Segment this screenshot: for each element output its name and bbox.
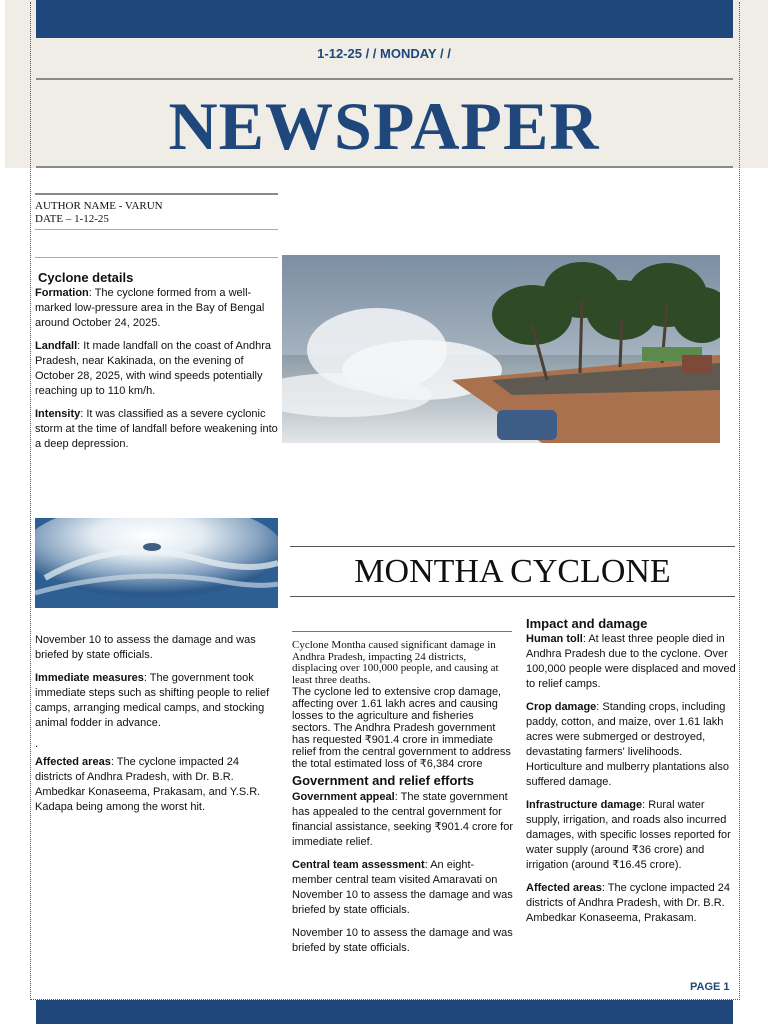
immediate-measures-paragraph xyxy=(35,671,275,731)
formation-paragraph xyxy=(35,286,278,331)
left-column-text xyxy=(35,633,275,823)
article-lead-sans: The cyclone led to extensive crop damage, affecting over 1.61 lakh acres and causing losses to the agriculture and fisheries sectors. The Andhra Pradesh government has requested ₹901.4 crore in immediate relief from the central government to address the total estimated loss of ₹6,384 crore xyxy=(292,686,511,771)
stray-dot: . xyxy=(35,738,39,750)
immediate-measures-label: Immediate measures xyxy=(35,672,144,684)
byline-rule-bottom xyxy=(35,229,278,230)
intensity-paragraph xyxy=(35,407,278,452)
infrastructure-text: : Rural water supply, irrigation, and roads also incurred damages, with specific losses reported for water supply (around ₹36 crore) and irrigation (around ₹16.45 crore). xyxy=(526,799,731,871)
article-rule xyxy=(292,631,512,632)
impact-affected-paragraph xyxy=(526,881,738,926)
impact-affected-text: : The cyclone impacted 24 districts of Andhra Pradesh, with Dr. B.R. Ambedkar Konaseema, Prakasam. xyxy=(526,882,731,924)
landfall-label: Landfall xyxy=(35,340,78,352)
human-toll-paragraph xyxy=(526,632,738,692)
landfall-paragraph xyxy=(35,339,278,399)
affected-areas-label: Affected areas xyxy=(35,756,111,768)
article-lead-serif: Cyclone Montha caused significant damage in Andhra Pradesh, impacting 24 districts, displacing over 100,000 people, and causing at least three deaths. xyxy=(292,639,499,686)
central-team-text: : An eight-member central team visited Amaravati on November 10 to assess the damage and was briefed by state officials. xyxy=(292,859,513,917)
crop-damage-text: : Standing crops, including paddy, cotton, and maize, over 1.61 lakh acres were submerged or destroyed, devastating farmers' livelihoods. Horticulture and mulberry plantations also suffered damage. xyxy=(526,701,729,788)
title-rule-top xyxy=(290,546,735,547)
dateline: 1-12-25 / / MONDAY / / xyxy=(317,46,451,61)
crop-damage-paragraph xyxy=(526,700,738,790)
crop-damage-label: Crop damage xyxy=(526,701,597,713)
gov-items xyxy=(292,790,514,956)
gov-appeal-label: Government appeal xyxy=(292,791,395,804)
landfall-text: : It made landfall on the coast of Andhra Pradesh, near Kakinada, on the evening of October 28, 2025, with wind speeds potentially reaching up to 110 km/h. xyxy=(35,340,272,397)
impact-heading: Impact and damage xyxy=(526,616,648,631)
byline-date: DATE – 1-12-25 xyxy=(35,213,109,225)
human-toll-label: Human toll xyxy=(526,633,583,645)
infrastructure-label: Infrastructure damage xyxy=(526,799,643,811)
gov-heading: Government and relief efforts xyxy=(292,773,475,789)
byline xyxy=(35,200,163,226)
impact-column xyxy=(526,616,738,934)
cyclone-details-section xyxy=(35,270,278,460)
gov-appeal-text: : The state government has appealed to the central government for financial assistance, seeking ₹901.4 crore for immediate relief. xyxy=(292,791,514,849)
header-rule-bottom xyxy=(36,166,733,168)
article-middle-column xyxy=(292,640,514,964)
affected-areas-text: : The cyclone impacted 24 districts of Andhra Pradesh, with Dr. B.R. Ambedkar Konaseema, Prakasam, and Y.S.R. Kadapa being among the worst hit. xyxy=(35,756,261,813)
masthead: NEWSPAPER xyxy=(168,88,600,164)
title-rule-bottom xyxy=(290,596,735,597)
byline-rule-top xyxy=(35,193,278,195)
central-team-paragraph xyxy=(292,858,514,918)
cyclone-satellite-photo xyxy=(35,518,278,608)
article-title: MONTHA CYCLONE xyxy=(354,553,671,590)
immediate-measures-text: : The government took immediate steps such as shifting people to relief camps, arranging medical camps, and stocking animal fodder in advance. xyxy=(35,672,270,729)
left-continuation: November 10 to assess the damage and was briefed by state officials. xyxy=(35,634,256,661)
central-team-label: Central team assessment xyxy=(292,859,425,872)
impact-affected-label: Affected areas xyxy=(526,882,602,894)
cyclone-details-heading: Cyclone details xyxy=(38,270,134,285)
author-name: AUTHOR NAME - VARUN xyxy=(35,200,163,212)
header-rule-top xyxy=(36,78,733,80)
affected-areas-paragraph xyxy=(35,755,275,815)
page-number: PAGE 1 xyxy=(690,981,730,993)
infrastructure-paragraph xyxy=(526,798,738,873)
intensity-text: : It was classified as a severe cyclonic storm at the time of landfall before weakening into a deep depression. xyxy=(35,408,278,450)
gov-continuation-paragraph xyxy=(292,926,514,956)
gov-appeal-paragraph xyxy=(292,790,514,850)
bottom-color-bar xyxy=(36,1000,733,1024)
section-rule xyxy=(35,257,278,258)
human-toll-text: : At least three people died in Andhra Pradesh due to the cyclone. Over 100,000 people were displaced and moved to relief camps. xyxy=(526,633,736,690)
gov-continuation-text: November 10 to assess the damage and was briefed by state officials. xyxy=(292,927,513,955)
formation-label: Formation xyxy=(35,287,89,299)
formation-text: : The cyclone formed from a well-marked low-pressure area in the Bay of Bengal around October 24, 2025. xyxy=(35,287,265,329)
intensity-label: Intensity xyxy=(35,408,81,420)
storm-surge-photo xyxy=(282,255,720,443)
